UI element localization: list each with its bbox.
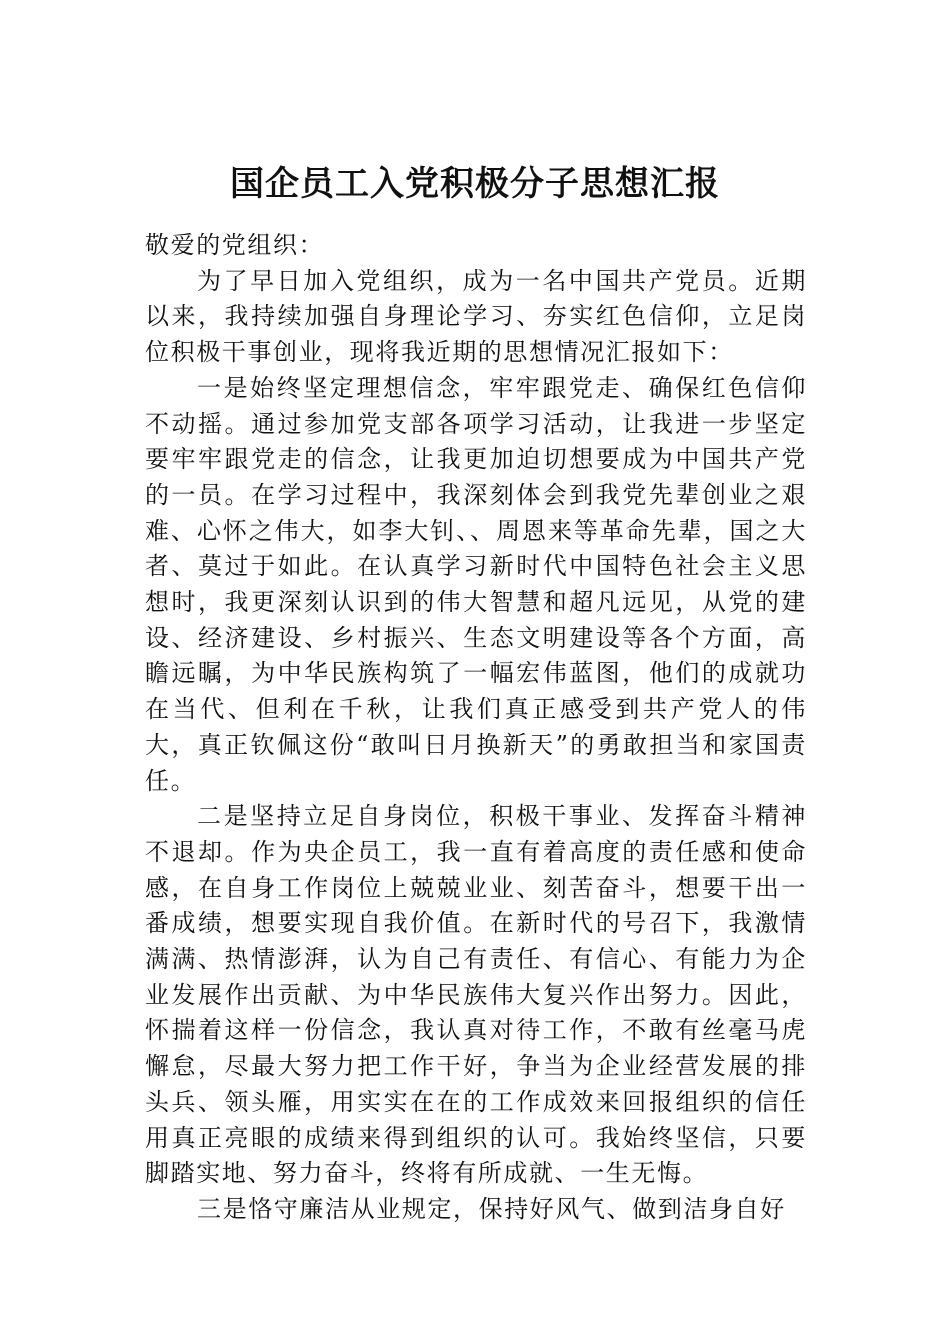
document-body bbox=[145, 228, 807, 1228]
salutation: 敬爱的党组织： bbox=[145, 231, 325, 259]
paragraph-point-one: 一是始终坚定理想信念，牢牢跟党走、确保红色信仰不动摇。通过参加党支部各项学习活动，让我进一步坚定要牢牢跟党走的信念，让我更加迫切想要成为中国共产党的一员。在学习过程中，我深刻体会到我党先辈创业之艰难、心怀之伟大，如李大钊、、周恩来等革命先辈，国之大者、莫过于如此。在认真学习新时代中国特色社会主义思想时，我更深刻认识到的伟大智慧和超凡远见，从党的建设、经济建设、乡村振兴、生态文明建设等各个方面，高瞻远瞩，为中华民族构筑了一幅宏伟蓝图，他们的成就功在当代、但利在千秋，让我们真正感受到共产党人的伟大，真正钦佩这份“敢叫日月换新天”的勇敢担当和家国责任。 bbox=[145, 373, 807, 795]
document-title: 国企员工入党积极分子思想汇报 bbox=[230, 164, 720, 204]
paragraph-point-two: 二是坚持立足自身岗位，积极干事业、发挥奋斗精神不退却。作为央企员工，我一直有着高度的责任感和使命感，在自身工作岗位上兢兢业业、刻苦奋斗，想要干出一番成绩，想要实现自我价值。在新时代的号召下，我激情满满、热情澎湃，认为自己有责任、有信心、有能力为企业发展作出贡献、为中华民族伟大复兴作出努力。因此，怀揣着这样一份信念，我认真对待工作，不敢有丝毫马虎懈怠，尽最大努力把工作干好，争当为企业经营发展的排头兵、领头雁，用实实在在的工作成效来回报组织的信任用真正亮眼的成绩来得到组织的认可。我始终坚信，只要脚踏实地、努力奋斗，终将有所成就、一生无悔。 bbox=[145, 802, 807, 1188]
paragraph-point-three: 三是恪守廉洁从业规定，保持好风气、做到洁身自好 bbox=[197, 1194, 786, 1223]
paragraph-intro: 为了早日加入党组织，成为一名中国共产党员。近期以来，我持续加强自身理论学习、夯实红色信仰，立足岗位积极干事创业，现将我近期的思想情况汇报如下： bbox=[145, 266, 807, 367]
